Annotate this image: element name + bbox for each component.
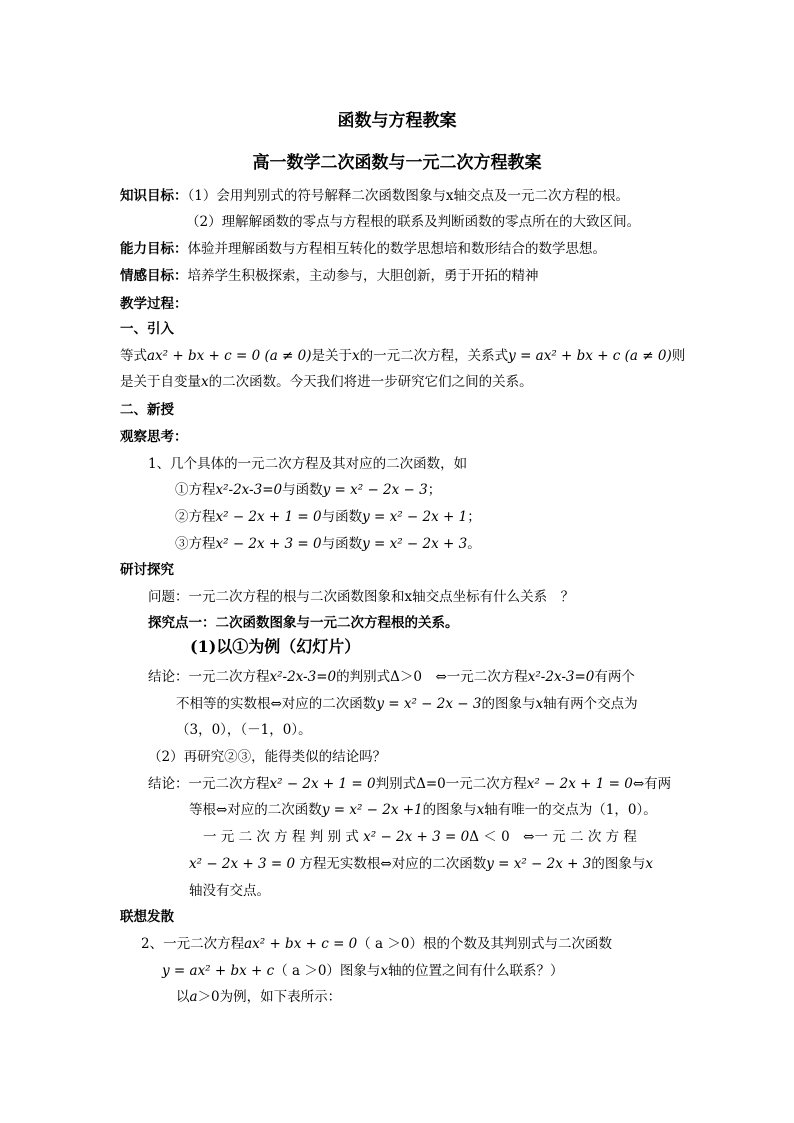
conclusion-2-line-1 (148, 775, 671, 793)
emotion-label: 情感目标： (120, 268, 188, 284)
associate-text: 轴的位置之间有什么联系？） (388, 963, 564, 979)
conclusion-1-line-1 (148, 668, 635, 686)
conclusion-text: 等根⇔对应的二次函数 (189, 802, 322, 818)
knowledge-goal-2: （2）理解解函数的零点与方程根的联系及判断函数的零点所在的大致区间。 (186, 214, 641, 230)
associate-question-line-2 (162, 962, 564, 980)
conclusion-text: 一 元 二 次 方 程 判 别 式 (203, 829, 359, 845)
example-equation: x² − 2x + 1 = 0 (215, 509, 322, 525)
conclusion-equation: x² − 2x + 3 = 0 (363, 829, 470, 845)
conclusion-text: 轴有两个交点为 (543, 696, 638, 712)
conclusion-text: 有两个 (594, 669, 635, 685)
conclusion-text: Δ ＜ 0 ⇔一 元 二 次 方 程 (469, 829, 637, 845)
knowledge-goal-1 (120, 187, 629, 205)
discuss-heading: 研讨探究 (120, 562, 174, 578)
example-function: y = x² − 2x + 1 (362, 509, 468, 525)
example-text: 。 (467, 536, 481, 552)
example-function: y = x² − 2x + 3 (362, 536, 468, 552)
knowledge-label: 知识目标： (120, 188, 188, 204)
var-a: a (189, 989, 198, 1005)
intro-line-2 (120, 373, 533, 391)
var-x: x (380, 963, 389, 979)
main-title: 函数与方程教案 (337, 111, 457, 131)
intro-line-1 (120, 347, 685, 365)
knowledge-text-1: （1）会用判别式的符号解释二次函数图象与x轴交点及一元二次方程的根。 (187, 188, 629, 204)
function-general: y = ax² + bx + c (a ≠ 0) (508, 348, 672, 364)
example-text: ②方程 (175, 509, 216, 525)
associate-text: （ a ＞0）根的个数及其判别式与二次函数 (357, 936, 612, 952)
example-text: 与函数 (321, 536, 363, 552)
example-1 (175, 481, 441, 499)
conclusion-equation: x²-2x-3=0 (527, 669, 595, 685)
example-text: ③方程 (175, 536, 216, 552)
slide-label: (1)以①为例（幻灯片） (190, 637, 361, 656)
intro-text: 的一元二次方程，关系式 (359, 348, 509, 364)
conclusion-text: 轴有唯一的交点为（1，0）。 (484, 802, 657, 818)
conclusion-function: y = x² − 2x + 3 (486, 856, 592, 872)
associate-text: ＞0为例，如下表所示： (197, 989, 342, 1005)
examples-intro: 1、几个具体的一元二次方程及其对应的二次函数，如 (148, 456, 468, 472)
table-intro (176, 988, 341, 1006)
example-3 (175, 535, 481, 553)
var-x: x (201, 374, 209, 390)
conclusion-equation: x² − 2x + 1 = 0 (526, 776, 633, 792)
section1-heading: 一、引入 (120, 321, 174, 337)
sub-title: 高一数学二次函数与一元二次方程教案 (252, 153, 542, 173)
associate-question-line-1 (141, 935, 612, 953)
conclusion-text: 方程无实数根⇔对应的二次函数 (299, 856, 487, 872)
conclusion-equation: x² − 2x + 3 = 0 (189, 856, 296, 872)
conclusion-text: 不相等的实数根⇔对应的二次函数 (176, 696, 377, 712)
var-x: x (476, 802, 485, 818)
conclusion-text: 的图象与 (481, 696, 536, 712)
var-x: x (352, 348, 360, 364)
conclusion-1-line-3: （3，0），（－1，0）。 (176, 722, 312, 738)
conclusion-equation: x² − 2x + 1 = 0 (269, 776, 376, 792)
var-x: x (645, 856, 653, 872)
equation-general: ax² + bx + c = 0 (a ≠ 0) (147, 348, 312, 364)
explore-point-1: 探究点一：二次函数图象与一元二次方程根的关系。 (148, 615, 459, 631)
ability-goal (120, 240, 606, 258)
conclusion-1-line-2 (176, 695, 638, 713)
conclusion-text: 判别式Δ=0一元二次方程 (375, 776, 527, 792)
conclusion-text: 的图象与 (422, 802, 477, 818)
emotion-text: 培养学生积极探索，主动参与，大胆创新，勇于开拓的精神 (187, 268, 539, 284)
section2-heading: 二、新授 (120, 402, 174, 418)
associate-text: 2、一元二次方程 (141, 936, 245, 952)
ability-text: 体验并理解函数与方程相互转化的数学思想培和数形结合的数学思想。 (187, 241, 606, 257)
conclusion-3-line-2 (189, 855, 653, 873)
associate-text: 以 (176, 989, 190, 1005)
conclusion-function: y = x² − 2x +1 (321, 802, 423, 818)
conclusion-function: y = x² − 2x − 3 (376, 696, 482, 712)
conclusion-3-line-3: 轴没有交点。 (189, 883, 270, 899)
associate-equation: ax² + bx + c = 0 (244, 936, 358, 952)
example-text: ； (467, 509, 481, 525)
ability-label: 能力目标： (120, 241, 188, 257)
intro-text: 是关于自变量 (120, 374, 201, 390)
example-equation: x² − 2x + 3 = 0 (215, 536, 322, 552)
example-2 (175, 508, 481, 526)
conclusion-2-line-2 (189, 801, 657, 819)
conclusion-equation: x²-2x-3=0 (269, 669, 337, 685)
conclusion-text: 的图象与 (591, 856, 646, 872)
conclusion-text: 结论：一元二次方程 (148, 669, 270, 685)
intro-text: 是关于 (311, 348, 353, 364)
process-label: 教学过程： (120, 296, 188, 312)
var-x: x (535, 696, 544, 712)
example-text: ； (427, 482, 442, 498)
conclusion-text: 结论：一元二次方程 (148, 776, 270, 792)
associate-function: y = ax² + bx + c (162, 963, 275, 979)
discuss-question: 问题：一元二次方程的根与二次函数图象和x轴交点坐标有什么关系 ？ (148, 589, 575, 605)
example-equation: x²-2x-3=0 (215, 482, 283, 498)
example-text: ①方程 (175, 482, 216, 498)
intro-text: 的二次函数。今天我们将进一步研究它们之间的关系。 (208, 374, 533, 390)
intro-text: 等式 (120, 348, 147, 364)
conclusion-text: ⇔有两 (632, 776, 672, 792)
conclusion-3-line-1 (203, 828, 637, 846)
observe-label: 观察思考： (120, 429, 188, 445)
example-function: y = x² − 2x − 3 (322, 482, 428, 498)
intro-text: 则 (671, 348, 686, 364)
example-text: 与函数 (321, 509, 363, 525)
question-2: （2）再研究②③，能得类似的结论吗？ (148, 749, 387, 765)
associate-heading: 联想发散 (120, 909, 174, 925)
example-text: 与函数 (282, 482, 323, 498)
emotion-goal (120, 267, 539, 285)
associate-text: （ a ＞0）图象与 (274, 963, 381, 979)
conclusion-text: 的判别式Δ＞0 ⇔一元二次方程 (336, 669, 528, 685)
